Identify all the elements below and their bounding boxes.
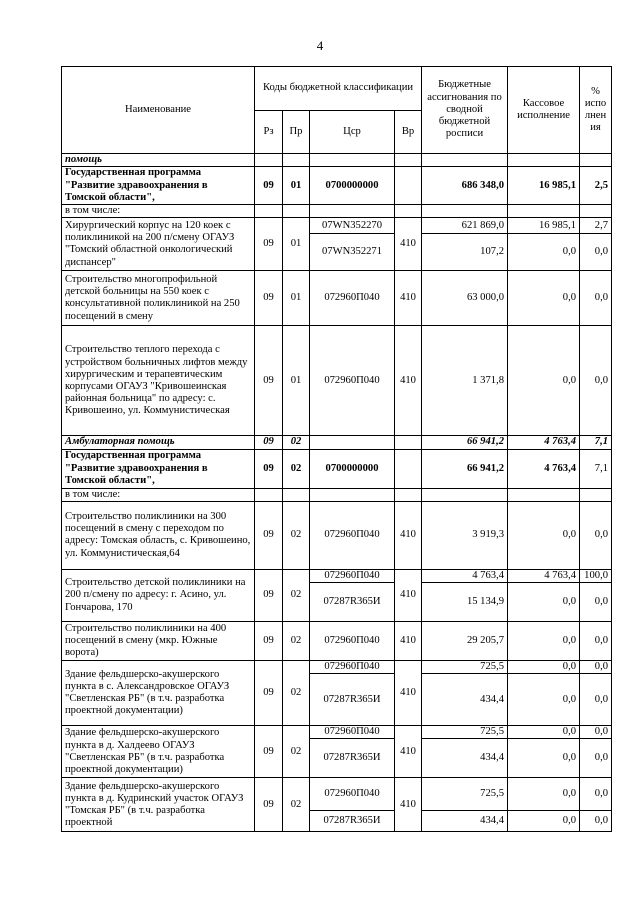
assignment-value: 66 941,2 [422,449,508,488]
pr-code: 02 [283,622,310,661]
rz-code: 09 [255,569,283,621]
cash-value: 0,0 [508,622,580,661]
csr-code: 072960П040 [310,778,395,811]
cash-value: 0,0 [508,726,580,739]
row-name: Хирургический корпус на 120 коек с поликлиникой на 200 п/смену ОГАУЗ "Томский областной онкологический диспансер" [62,218,255,271]
table-row [62,154,612,167]
table-row [62,218,612,234]
pr-code: 02 [283,778,310,832]
assignment-value: 434,4 [422,739,508,778]
table-row [62,778,612,811]
assignment-value: 434,4 [422,811,508,832]
cash-value: 0,0 [508,234,580,271]
percent-value: 2,5 [580,167,612,205]
percent-value: 0,0 [580,501,612,569]
assignment-value: 107,2 [422,234,508,271]
percent-value: 100,0 [580,569,612,582]
csr-code: 0700000000 [310,167,395,205]
rz-code: 09 [255,449,283,488]
percent-value: 0,0 [580,661,612,674]
pr-code: 02 [283,449,310,488]
cash-value: 0,0 [508,501,580,569]
pr-code: 02 [283,726,310,778]
cash-value: 4 763,4 [508,436,580,449]
pr-code: 02 [283,569,310,621]
pr-code: 02 [283,436,310,449]
vr-code: 410 [395,622,422,661]
header-name: Наименование [62,67,255,154]
row-name: Государственная программа "Развитие здравоохранения в Томской области", [62,449,255,488]
assignment-value: 434,4 [422,674,508,726]
row-name: Здание фельдшерско-акушерского пункта в с. Александровское ОГАУЗ "Светленская РБ" (в т.ч. разработка проектной документации) [62,661,255,726]
percent-value: 0,0 [580,726,612,739]
rz-code: 09 [255,501,283,569]
header-row [62,67,612,111]
percent-value: 7,1 [580,449,612,488]
row-name: Здание фельдшерско-акушерского пункта в д. Кудринский участок ОГАУЗ "Томская РБ" (в т.ч. разработка проектной [62,778,255,832]
table-row [62,449,612,488]
table-row [62,271,612,326]
table-row [62,622,612,661]
row-name: в том числе: [62,488,255,501]
cash-value: 4 763,4 [508,449,580,488]
row-name: Государственная программа "Развитие здравоохранения в Томской области", [62,167,255,205]
cash-value: 0,0 [508,811,580,832]
row-name: Строительство детской поликлиники на 200 п/смену по адресу: г. Асино, ул. Гончарова, 170 [62,569,255,621]
row-name: Амбулаторная помощь [62,436,255,449]
csr-code: 072960П040 [310,569,395,582]
csr-code: 07287R365И [310,811,395,832]
csr-code: 072960П040 [310,726,395,739]
rz-code: 09 [255,726,283,778]
vr-code: 410 [395,326,422,436]
csr-code: 0700000000 [310,449,395,488]
pr-code: 01 [283,271,310,326]
percent-value: 0,0 [580,271,612,326]
vr-code: 410 [395,501,422,569]
header-percent: % испо лнен ия [580,67,612,154]
assignment-value: 29 205,7 [422,622,508,661]
row-name: Строительство поликлиники на 300 посещений в смену с переходом по адресу: Томская область, с. Кривошеино, ул. Коммунистическая,64 [62,501,255,569]
rz-code: 09 [255,622,283,661]
header-rz: Рз [255,111,283,154]
vr-code: 410 [395,218,422,271]
assignment-value: 725,5 [422,778,508,811]
rz-code: 09 [255,326,283,436]
header-assignments: Бюджетные ассигнования по сводной бюджетной росписи [422,67,508,154]
csr-code: 07WN352271 [310,234,395,271]
percent-value: 0,0 [580,583,612,622]
header-cash: Кассовое исполнение [508,67,580,154]
table-row [62,661,612,674]
cash-value: 4 763,4 [508,569,580,582]
assignment-value: 725,5 [422,661,508,674]
assignment-value: 4 763,4 [422,569,508,582]
assignment-value: 1 371,8 [422,326,508,436]
vr-code: 410 [395,661,422,726]
vr-code: 410 [395,726,422,778]
percent-value: 0,0 [580,811,612,832]
rz-code: 09 [255,167,283,205]
table-row [62,569,612,582]
csr-code: 072960П040 [310,326,395,436]
csr-code: 07287R365И [310,583,395,622]
assignment-value: 63 000,0 [422,271,508,326]
row-name: Строительство многопрофильной детской больницы на 550 коек с консультативной поликлиникой на 250 посещений в смену [62,271,255,326]
assignment-value: 3 919,3 [422,501,508,569]
table-row [62,726,612,739]
vr-code: 410 [395,271,422,326]
assignment-value: 66 941,2 [422,436,508,449]
rz-code: 09 [255,778,283,832]
rz-code: 09 [255,661,283,726]
percent-value: 0,0 [580,234,612,271]
csr-code: 072960П040 [310,271,395,326]
pr-code: 02 [283,661,310,726]
csr-code: 072960П040 [310,661,395,674]
cash-value: 0,0 [508,739,580,778]
assignment-value: 686 348,0 [422,167,508,205]
percent-value: 0,0 [580,326,612,436]
row-name: Здание фельдшерско-акушерского пункта в д. Халдеево ОГАУЗ "Светленская РБ" (в т.ч. разработка проектной документации) [62,726,255,778]
header-codes: Коды бюджетной классификации [255,67,422,111]
table-row [62,436,612,449]
assignment-value: 15 134,9 [422,583,508,622]
cash-value: 0,0 [508,271,580,326]
header-csr: Цср [310,111,395,154]
page-number: 4 [316,38,324,53]
cash-value: 16 985,1 [508,167,580,205]
pr-code: 01 [283,167,310,205]
rz-code: 09 [255,271,283,326]
row-name: помощь [62,154,255,167]
row-name: Строительство поликлиники на 400 посещений в смену (мкр. Южные ворота) [62,622,255,661]
pr-code: 01 [283,326,310,436]
vr-code: 410 [395,778,422,832]
header-pr: Пр [283,111,310,154]
assignment-value: 621 869,0 [422,218,508,234]
table-row [62,326,612,436]
percent-value: 0,0 [580,674,612,726]
csr-code: 07WN352270 [310,218,395,234]
table-row [62,167,612,205]
table-row [62,205,612,218]
cash-value: 0,0 [508,661,580,674]
percent-value: 2,7 [580,218,612,234]
cash-value: 0,0 [508,674,580,726]
rz-code: 09 [255,218,283,271]
assignment-value: 725,5 [422,726,508,739]
percent-value: 7,1 [580,436,612,449]
csr-code: 07287R365И [310,674,395,726]
percent-value: 0,0 [580,622,612,661]
vr-code: 410 [395,569,422,621]
pr-code: 02 [283,501,310,569]
table-row [62,501,612,569]
row-name: Строительство теплого перехода с устройством больничных лифтов между хирургическим и терапевтическим корпусами ОГАУЗ "Кривошеинская районная больница" по адресу: с. Кривошеино, ул. Коммунистическая [62,326,255,436]
header-vr: Вр [395,111,422,154]
row-name: в том числе: [62,205,255,218]
csr-code: 072960П040 [310,501,395,569]
cash-value: 0,0 [508,583,580,622]
table-row [62,488,612,501]
cash-value: 16 985,1 [508,218,580,234]
cash-value: 0,0 [508,326,580,436]
percent-value: 0,0 [580,739,612,778]
percent-value: 0,0 [580,778,612,811]
cash-value: 0,0 [508,778,580,811]
budget-table [61,66,612,832]
pr-code: 01 [283,218,310,271]
rz-code: 09 [255,436,283,449]
csr-code: 07287R365И [310,739,395,778]
csr-code: 072960П040 [310,622,395,661]
